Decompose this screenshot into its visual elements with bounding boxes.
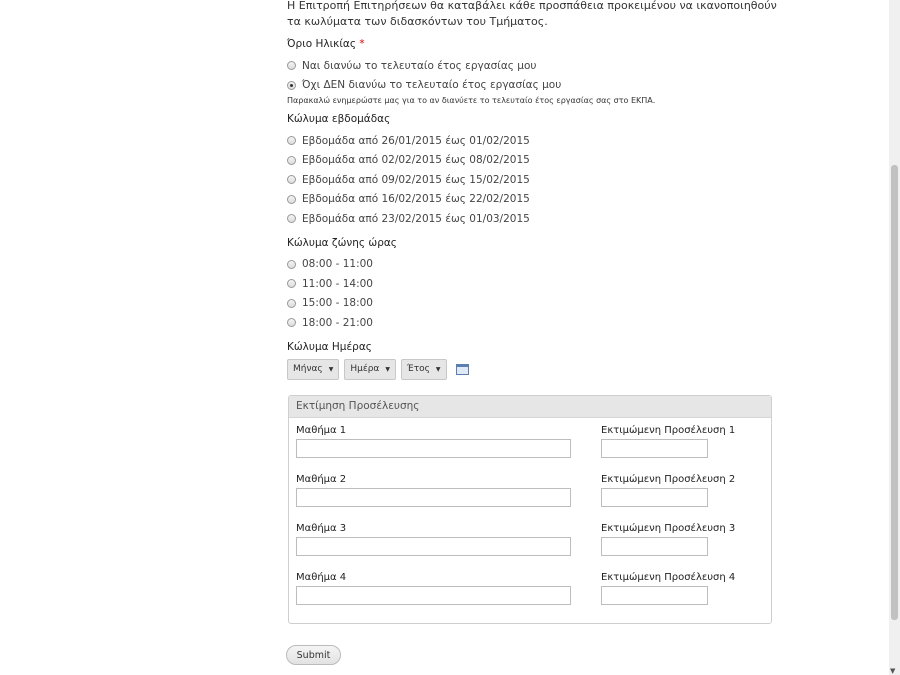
time-option[interactable]: 18:00 - 21:00 [287,313,777,333]
course-input[interactable] [296,586,571,605]
estimate-input[interactable] [601,488,708,507]
time-option[interactable]: 08:00 - 11:00 [287,255,777,275]
submit-button[interactable]: Submit [286,645,341,665]
radio-button[interactable] [287,318,296,327]
estimate-input[interactable] [601,537,708,556]
time-option[interactable]: 15:00 - 18:00 [287,294,777,314]
attendance-row [296,425,766,465]
radio-button-selected[interactable] [287,81,296,90]
course-label: Μαθήμα 3 [296,523,347,534]
week-option[interactable]: Εβδομάδα από 26/01/2015 έως 01/02/2015 [287,131,777,151]
course-input[interactable] [296,537,571,556]
estimate-label: Εκτιμώμενη Προσέλευση 2 [601,474,736,485]
calendar-icon[interactable] [456,364,469,375]
course-input[interactable] [296,488,571,507]
attendance-fieldset [288,395,772,624]
scroll-down-icon[interactable]: ▼ [890,667,896,675]
time-block-label: Κώλυμα ζώνης ώρας [287,236,397,249]
week-option[interactable]: Εβδομάδα από 23/02/2015 έως 01/03/2015 [287,209,777,229]
radio-button[interactable] [287,260,296,269]
radio-button[interactable] [287,214,296,223]
dropdown-arrow-icon: ▼ [328,365,334,373]
course-label: Μαθήμα 4 [296,572,347,583]
radio-button[interactable] [287,175,296,184]
attendance-row [296,523,766,563]
week-block-label: Κώλυμα εβδομάδας [287,113,391,125]
attendance-legend: Εκτίμηση Προσέλευσης [289,396,771,418]
estimate-label: Εκτιμώμενη Προσέλευση 3 [601,523,736,534]
radio-button[interactable] [287,156,296,165]
estimate-label: Εκτιμώμενη Προσέλευση 1 [601,425,736,436]
radio-button[interactable] [287,136,296,145]
scrollbar-thumb[interactable] [891,165,898,620]
attendance-row [296,572,766,612]
day-block-label: Κώλυμα Ημέρας [287,340,372,353]
age-option-yes[interactable]: Ναι διανύω το τελευταίο έτος εργασίας μου [287,56,777,76]
required-marker: * [359,38,365,50]
age-help-text: Παρακαλώ ενημερώστε μας για το αν διανύετε το τελευταίο έτος εργασίας σας στο ΕΚΠΑ. [287,96,656,105]
course-label: Μαθήμα 2 [296,474,347,485]
radio-button[interactable] [287,299,296,308]
estimate-input[interactable] [601,586,708,605]
intro-text: Η Επιτροπή Επιτηρήσεων θα καταβάλει κάθε προσπάθεια προκειμένου να ικανοποιηθούν τα κωλύματα των διδασκόντων του Τμήματος. [287,0,777,28]
year-select[interactable]: Έτος ▼ [401,359,447,380]
time-option[interactable]: 11:00 - 14:00 [287,274,777,294]
dropdown-arrow-icon: ▼ [435,365,441,373]
day-select[interactable]: Ημέρα ▼ [344,359,396,380]
estimate-label: Εκτιμώμενη Προσέλευση 4 [601,572,736,583]
week-option[interactable]: Εβδομάδα από 16/02/2015 έως 22/02/2015 [287,190,777,210]
dropdown-arrow-icon: ▼ [385,365,390,373]
age-limit-label: Όριο Ηλικίας * [287,38,365,50]
radio-button[interactable] [287,195,296,204]
date-selects [287,359,777,380]
radio-button[interactable] [287,279,296,288]
form-content [287,0,777,380]
month-select[interactable]: Μήνας ▼ [287,359,339,380]
vertical-scrollbar[interactable] [889,0,900,675]
age-option-no[interactable]: Όχι ΔΕΝ διανύω το τελευταίο έτος εργασίας μου [287,76,777,96]
attendance-row [296,474,766,514]
week-option[interactable]: Εβδομάδα από 09/02/2015 έως 15/02/2015 [287,170,777,190]
week-option[interactable]: Εβδομάδα από 02/02/2015 έως 08/02/2015 [287,151,777,171]
course-input[interactable] [296,439,571,458]
estimate-input[interactable] [601,439,708,458]
course-label: Μαθήμα 1 [296,425,347,436]
radio-button[interactable] [287,61,296,70]
